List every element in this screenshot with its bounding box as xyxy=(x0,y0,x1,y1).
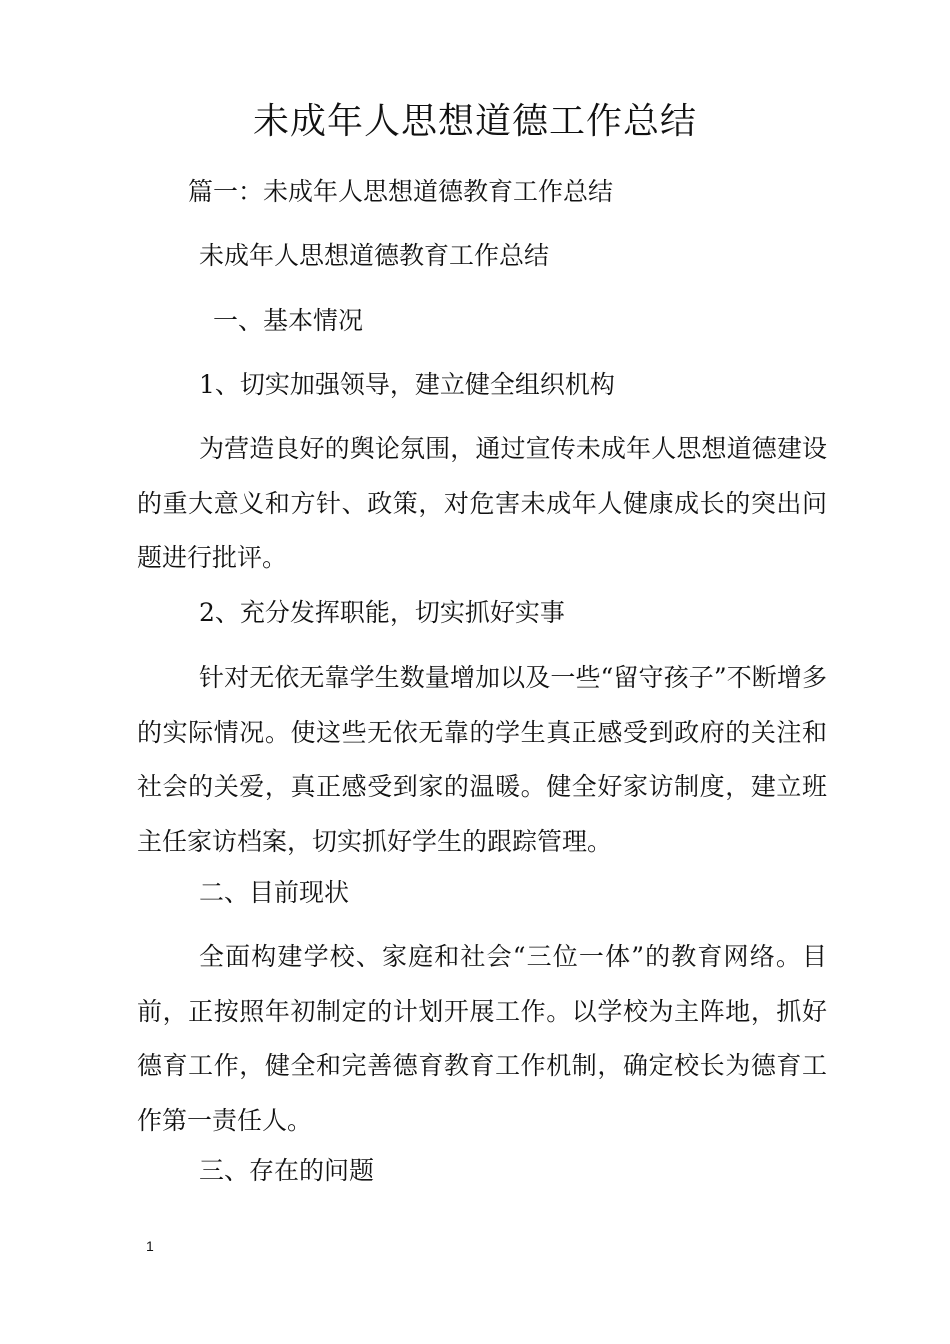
heading-current-status: 二、目前现状 xyxy=(199,878,350,907)
paragraph-education-network: 全面构建学校、家庭和社会“三位一体”的教育网络。目前，正按照年初制定的计划开展工作。以学校为主阵地，抓好德育工作，健全和完善德育教育工作机制，确定校长为德育工作第一责任人。 xyxy=(137,942,827,1135)
section-label: 篇一：未成年人思想道德教育工作总结 xyxy=(188,177,614,206)
subtitle: 未成年人思想道德教育工作总结 xyxy=(199,241,550,270)
paragraph-left-behind-children: 针对无依无靠学生数量增加以及一些“留守孩子”不断增多的实际情况。使这些无依无靠的学生真正感受到政府的关注和社会的关爱，真正感受到家的温暖。健全好家访制度，建立班主任家访档案，切实抓好学生的跟踪管理。 xyxy=(137,663,827,856)
heading-basic-situation: 一、基本情况 xyxy=(213,306,364,335)
paragraph-public-opinion: 为营造良好的舆论氛围，通过宣传未成年人思想道德建设的重大意义和方针、政策，对危害未成年人健康成长的突出问题进行批评。 xyxy=(137,434,827,572)
subheading-strengthen-leadership: 1、切实加强领导，建立健全组织机构 xyxy=(199,370,615,399)
page-number: 1 xyxy=(146,1238,154,1254)
document-title: 未成年人思想道德工作总结 xyxy=(252,101,697,142)
heading-existing-problems: 三、存在的问题 xyxy=(199,1156,375,1185)
subheading-give-full-play: 2、充分发挥职能，切实抓好实事 xyxy=(199,598,565,627)
